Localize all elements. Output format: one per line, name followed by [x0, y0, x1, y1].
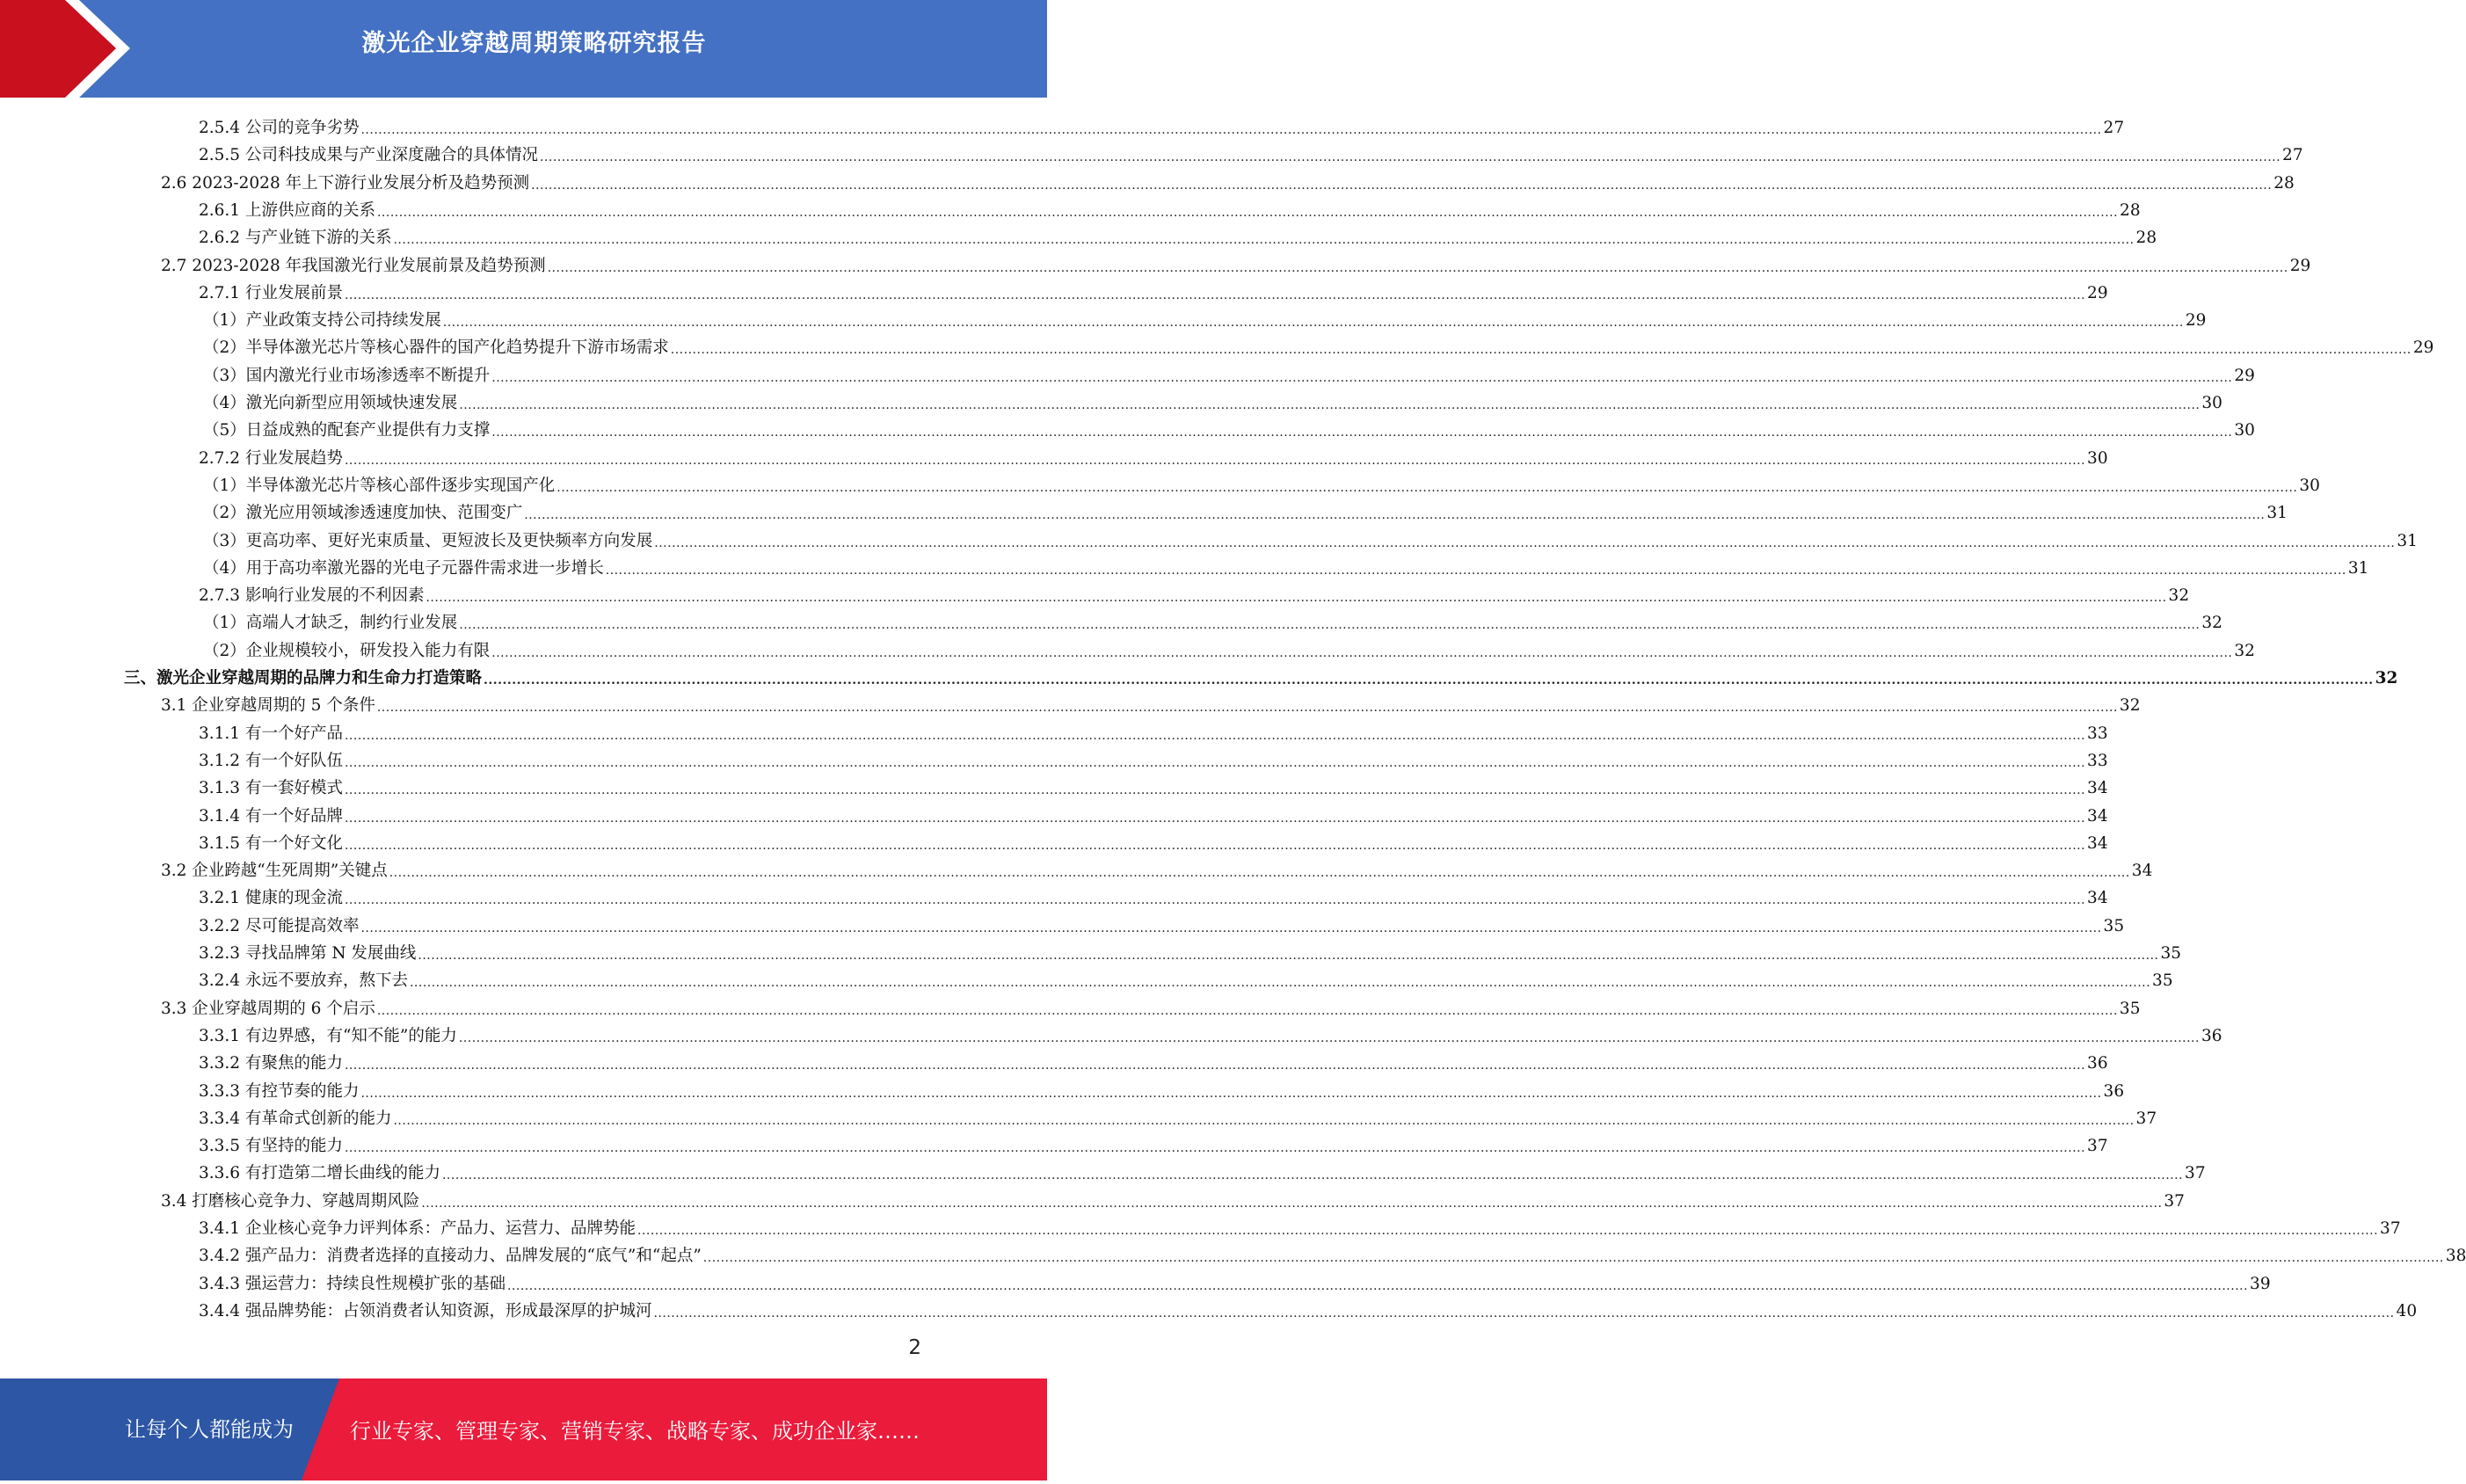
- toc-entry[interactable]: [199, 441, 2108, 469]
- toc-entry-title: （3）更高功率、更好光束质量、更短波长及更快频率方向发展: [203, 531, 653, 550]
- toc-entry-page: 35: [2152, 971, 2173, 991]
- toc-entry[interactable]: [203, 386, 2222, 413]
- toc-entry-page: 34: [2131, 862, 2153, 881]
- toc-entry-title: 2.5.4 公司的竞争劣势: [199, 119, 360, 137]
- toc-entry-title: 3.2 企业跨越“生死周期”关键点: [161, 862, 388, 881]
- toc-entry-page: 36: [2200, 1026, 2222, 1045]
- toc-leader-dots: ................................................................................................................................................................................................................................................................................................................................................................................................................: [491, 426, 2233, 440]
- toc-entry[interactable]: [199, 881, 2108, 908]
- toc-leader-dots: ................................................................................................................................................................................................................................................................................................................................................................................................................: [491, 370, 2233, 385]
- toc-entry-page: 34: [2087, 779, 2108, 798]
- toc-entry-title: 3.3.6 有打造第二增长曲线的能力: [199, 1164, 440, 1183]
- toc-entry[interactable]: [199, 1211, 2401, 1239]
- toc-entry-page: 34: [2087, 806, 2108, 826]
- toc-leader-dots: ................................................................................................................................................................................................................................................................................................................................................................................................................: [547, 260, 2288, 275]
- toc-leader-dots: ................................................................................................................................................................................................................................................................................................................................................................................................................: [344, 728, 2086, 743]
- toc-entry-title: （2）半导体激光芯片等核心器件的国产化趋势提升下游市场需求: [203, 338, 669, 358]
- toc-entry-title: 3.4.3 强运营力：持续良性规模扩张的基础: [199, 1274, 506, 1293]
- toc-entry[interactable]: [199, 1156, 2206, 1183]
- toc-leader-dots: ................................................................................................................................................................................................................................................................................................................................................................................................................: [653, 1306, 2395, 1320]
- toc-entry[interactable]: [203, 634, 2255, 661]
- toc-entry-page: 37: [2185, 1164, 2206, 1183]
- toc-entry-page: 37: [2164, 1191, 2185, 1211]
- toc-leader-dots: ................................................................................................................................................................................................................................................................................................................................................................................................................: [484, 673, 2374, 687]
- toc-entry-page: 27: [2282, 146, 2303, 165]
- toc-leader-dots: ................................................................................................................................................................................................................................................................................................................................................................................................................: [360, 920, 2102, 935]
- toc-entry-page: 36: [2087, 1054, 2108, 1073]
- toc-entry-page: 30: [2201, 394, 2222, 412]
- toc-entry-page: 29: [2412, 338, 2434, 358]
- toc-entry[interactable]: [199, 1129, 2108, 1156]
- toc-entry-title: 3.1.5 有一个好文化: [199, 833, 343, 853]
- toc-leader-dots: ................................................................................................................................................................................................................................................................................................................................................................................................................: [459, 398, 2200, 412]
- toc-entry-title: （1）高端人才缺乏，制约行业发展: [203, 614, 458, 633]
- footer-slogan-right: 行业专家、管理专家、营销专家、战略专家、成功企业家……: [350, 1419, 920, 1444]
- toc-leader-dots: ................................................................................................................................................................................................................................................................................................................................................................................................................: [376, 701, 2118, 716]
- toc-leader-dots: ................................................................................................................................................................................................................................................................................................................................................................................................................: [531, 178, 2273, 193]
- toc-entry-title: （1）产业政策支持公司持续发展: [203, 311, 441, 331]
- toc-entry-page: 31: [2266, 504, 2288, 523]
- toc-entry-page: 29: [2289, 256, 2311, 275]
- toc-entry-title: （1）半导体激光芯片等核心部件逐步实现国产化: [203, 476, 556, 495]
- toc-entry-page: 30: [2299, 476, 2320, 495]
- toc-entry-title: 2.7 2023-2028 年我国激光行业发展前景及趋势预测: [161, 256, 546, 275]
- toc-leader-dots: ................................................................................................................................................................................................................................................................................................................................................................................................................: [654, 535, 2396, 550]
- toc-leader-dots: ................................................................................................................................................................................................................................................................................................................................................................................................................: [442, 316, 2184, 331]
- toc-leader-dots: ................................................................................................................................................................................................................................................................................................................................................................................................................: [556, 480, 2298, 495]
- toc-entry-title: 三、激光企业穿越周期的品牌力和生命力打造策略: [124, 669, 483, 687]
- toc-leader-dots: ................................................................................................................................................................................................................................................................................................................................................................................................................: [393, 233, 2135, 248]
- toc-entry[interactable]: [199, 936, 2182, 964]
- toc-leader-dots: ................................................................................................................................................................................................................................................................................................................................................................................................................: [344, 893, 2086, 908]
- toc-entry[interactable]: [199, 799, 2108, 826]
- toc-entry-title: 3.2.3 寻找品牌第 N 发展曲线: [199, 944, 417, 963]
- toc-entry[interactable]: [199, 909, 2125, 936]
- toc-entry-page: 32: [2234, 641, 2255, 660]
- toc-leader-dots: ................................................................................................................................................................................................................................................................................................................................................................................................................: [421, 1196, 2163, 1211]
- toc-entry-title: 2.5.5 公司科技成果与产业深度融合的具体情况: [199, 146, 538, 165]
- toc-entry-page: 34: [2087, 833, 2108, 853]
- toc-leader-dots: ................................................................................................................................................................................................................................................................................................................................................................................................................: [459, 618, 2200, 633]
- toc-entry-page: 33: [2087, 751, 2108, 770]
- toc-entry[interactable]: [161, 688, 2141, 716]
- toc-entry-page: 32: [2375, 669, 2398, 687]
- toc-entry-page: 33: [2087, 724, 2108, 743]
- toc-leader-dots: ................................................................................................................................................................................................................................................................................................................................................................................................................: [418, 949, 2159, 963]
- toc-leader-dots: ................................................................................................................................................................................................................................................................................................................................................................................................................: [441, 1168, 2184, 1183]
- toc-entry[interactable]: [199, 1239, 2466, 1266]
- toc-entry-title: （4）激光向新型应用领域快速发展: [203, 394, 458, 412]
- toc-entry-title: （5）日益成熟的配套产业提供有力支撑: [203, 421, 491, 440]
- toc-entry-title: 3.1.2 有一个好队伍: [199, 751, 343, 770]
- footer-slogan-left: 让每个人都能成为: [125, 1417, 294, 1442]
- toc-entry-page: 37: [2087, 1137, 2108, 1156]
- toc-leader-dots: ................................................................................................................................................................................................................................................................................................................................................................................................................: [360, 1086, 2102, 1101]
- toc-entry-page: 40: [2396, 1301, 2418, 1320]
- toc-entry-page: 31: [2347, 558, 2369, 578]
- toc-entry-page: 32: [2201, 614, 2222, 633]
- toc-entry[interactable]: [199, 578, 2190, 606]
- toc-entry-title: 3.2.1 健康的现金流: [199, 889, 343, 908]
- toc-leader-dots: ................................................................................................................................................................................................................................................................................................................................................................................................................: [458, 1030, 2200, 1045]
- toc-leader-dots: ................................................................................................................................................................................................................................................................................................................................................................................................................: [389, 866, 2130, 881]
- toc-leader-dots: ................................................................................................................................................................................................................................................................................................................................................................................................................: [506, 1278, 2249, 1293]
- toc-entry[interactable]: [199, 1294, 2418, 1321]
- toc-entry-title: （4）用于高功率激光器的光电子元器件需求进一步增长: [203, 558, 604, 578]
- toc-leader-dots: ................................................................................................................................................................................................................................................................................................................................................................................................................: [393, 1113, 2135, 1128]
- toc-leader-dots: ................................................................................................................................................................................................................................................................................................................................................................................................................: [344, 811, 2086, 826]
- toc-entry[interactable]: [199, 717, 2108, 744]
- toc-entry-page: 28: [2135, 229, 2157, 248]
- toc-entry[interactable]: [203, 606, 2222, 633]
- toc-entry-page: 30: [2234, 421, 2255, 440]
- toc-entry-title: 2.7.1 行业发展前景: [199, 283, 343, 302]
- toc-leader-dots: ................................................................................................................................................................................................................................................................................................................................................................................................................: [426, 591, 2167, 606]
- toc-entry[interactable]: [161, 854, 2153, 881]
- toc-entry-page: 34: [2087, 889, 2108, 908]
- toc-leader-dots: ................................................................................................................................................................................................................................................................................................................................................................................................................: [344, 755, 2086, 770]
- toc-entry-title: 3.4.4 强品牌势能：占领消费者认知资源，形成最深厚的护城河: [199, 1301, 652, 1320]
- toc-leader-dots: ................................................................................................................................................................................................................................................................................................................................................................................................................: [376, 1003, 2118, 1018]
- toc-entry-title: 3.3 企业穿越周期的 6 个启示: [161, 999, 375, 1018]
- toc-entry-title: 3.1.4 有一个好品牌: [199, 806, 343, 826]
- toc-entry-page: 30: [2087, 448, 2108, 468]
- toc-leader-dots: ................................................................................................................................................................................................................................................................................................................................................................................................................: [344, 1058, 2086, 1073]
- toc-leader-dots: ................................................................................................................................................................................................................................................................................................................................................................................................................: [344, 838, 2086, 853]
- toc-entry[interactable]: [199, 111, 2125, 138]
- toc-entry-title: 2.6.1 上游供应商的关系: [199, 200, 375, 220]
- toc-entry-title: 3.3.2 有聚焦的能力: [199, 1054, 343, 1073]
- toc-entry-title: 3.1.1 有一个好产品: [199, 724, 343, 743]
- toc-entry-title: （2）企业规模较小，研发投入能力有限: [203, 641, 491, 660]
- toc-entry-page: 32: [2168, 586, 2190, 606]
- toc-entry[interactable]: [199, 826, 2108, 854]
- toc-leader-dots: ................................................................................................................................................................................................................................................................................................................................................................................................................: [409, 976, 2151, 991]
- toc-leader-dots: ................................................................................................................................................................................................................................................................................................................................................................................................................: [605, 563, 2346, 578]
- toc-leader-dots: ................................................................................................................................................................................................................................................................................................................................................................................................................: [539, 150, 2281, 165]
- toc-entry-title: 3.4.1 企业核心竞争力评判体系：产品力、运营力、品牌势能: [199, 1219, 636, 1238]
- toc-entry-page: 29: [2234, 366, 2255, 385]
- toc-entry[interactable]: [199, 964, 2173, 991]
- toc-entry[interactable]: [199, 1267, 2271, 1294]
- toc-entry[interactable]: [199, 771, 2108, 798]
- toc-entry-title: 2.7.2 行业发展趋势: [199, 448, 343, 468]
- toc-entry-page: 38: [2445, 1247, 2466, 1266]
- toc-entry-page: 28: [2120, 200, 2141, 220]
- toc-entry-title: （3）国内激光行业市场渗透率不断提升: [203, 366, 491, 385]
- toc-entry[interactable]: [203, 303, 2207, 331]
- toc-entry[interactable]: [161, 249, 2311, 276]
- toc-entry-page: 27: [2103, 119, 2125, 137]
- toc-leader-dots: ................................................................................................................................................................................................................................................................................................................................................................................................................: [524, 508, 2266, 523]
- toc-entry-page: 29: [2087, 283, 2108, 302]
- toc-entry-page: 32: [2119, 696, 2141, 716]
- toc-entry-page: 31: [2397, 531, 2418, 550]
- toc-entry-page: 36: [2103, 1081, 2125, 1101]
- toc-entry[interactable]: [203, 469, 2320, 496]
- toc-entry[interactable]: [161, 992, 2141, 1019]
- toc-entry-title: 2.6.2 与产业链下游的关系: [199, 229, 392, 248]
- toc-entry-page: 37: [2380, 1219, 2401, 1238]
- toc-entry[interactable]: [203, 359, 2255, 386]
- toc-leader-dots: ................................................................................................................................................................................................................................................................................................................................................................................................................: [344, 453, 2086, 468]
- toc-entry-title: 3.3.1 有边界感，有“知不能”的能力: [199, 1026, 457, 1045]
- toc-entry-page: 39: [2250, 1274, 2271, 1293]
- toc-entry-title: 3.4.2 强产品力：消费者选择的直接动力、品牌发展的“底气”和“起点”: [199, 1247, 702, 1266]
- toc-entry-title: 3.2.2 尽可能提高效率: [199, 916, 360, 935]
- toc-leader-dots: ................................................................................................................................................................................................................................................................................................................................................................................................................: [360, 123, 2102, 137]
- toc-entry[interactable]: [199, 1019, 2222, 1046]
- toc-leader-dots: ................................................................................................................................................................................................................................................................................................................................................................................................................: [670, 343, 2411, 358]
- toc-entry-title: 3.1.3 有一套好模式: [199, 779, 343, 798]
- toc-leader-dots: ................................................................................................................................................................................................................................................................................................................................................................................................................: [376, 205, 2119, 220]
- page-number: 2: [908, 1336, 921, 1359]
- toc-entry[interactable]: [199, 1074, 2125, 1102]
- toc-entry-title: 3.3.5 有坚持的能力: [199, 1137, 343, 1156]
- toc-entry-page: 35: [2103, 916, 2125, 935]
- toc-entry[interactable]: [203, 331, 2434, 358]
- toc-entry-page: 35: [2119, 999, 2141, 1018]
- toc-entry-title: 3.4 打磨核心竞争力、穿越周期风险: [161, 1191, 420, 1211]
- toc-entry-page: 28: [2273, 173, 2295, 193]
- report-title: 激光企业穿越周期策略研究报告: [361, 30, 707, 57]
- toc-entry-title: （2）激光应用领域渗透速度加快、范围变广: [203, 504, 523, 523]
- toc-entry-title: 3.3.4 有革命式创新的能力: [199, 1109, 392, 1128]
- toc-entry[interactable]: [203, 413, 2255, 440]
- toc-entry[interactable]: [124, 661, 2398, 688]
- footer-banner: [0, 1379, 1047, 1480]
- toc-entry-title: 3.2.4 永远不要放弃，熬下去: [199, 971, 408, 991]
- toc-entry-title: 3.1 企业穿越周期的 5 个条件: [161, 696, 375, 716]
- toc-entry-page: 37: [2135, 1109, 2157, 1128]
- toc-entry[interactable]: [161, 1184, 2185, 1211]
- toc-entry[interactable]: [199, 138, 2303, 165]
- toc-entry[interactable]: [199, 193, 2141, 221]
- toc-entry-page: 29: [2185, 311, 2207, 331]
- toc-entry[interactable]: [203, 496, 2288, 523]
- toc-leader-dots: ................................................................................................................................................................................................................................................................................................................................................................................................................: [702, 1251, 2444, 1266]
- toc-entry[interactable]: [161, 166, 2295, 193]
- toc-leader-dots: ................................................................................................................................................................................................................................................................................................................................................................................................................: [344, 287, 2086, 302]
- toc-entry-title: 3.3.3 有控节奏的能力: [199, 1081, 360, 1101]
- toc-entry-page: 35: [2160, 944, 2182, 963]
- toc-leader-dots: ................................................................................................................................................................................................................................................................................................................................................................................................................: [491, 645, 2233, 660]
- header-banner: [0, 0, 1047, 98]
- toc-entry[interactable]: [199, 1046, 2108, 1073]
- toc-entry[interactable]: [203, 551, 2369, 578]
- toc-entry-title: 2.6 2023-2028 年上下游行业发展分析及趋势预测: [161, 173, 530, 193]
- toc-entry[interactable]: [199, 221, 2157, 248]
- toc-leader-dots: ................................................................................................................................................................................................................................................................................................................................................................................................................: [344, 783, 2086, 798]
- toc-leader-dots: ................................................................................................................................................................................................................................................................................................................................................................................................................: [637, 1224, 2379, 1238]
- toc-entry[interactable]: [203, 524, 2418, 551]
- toc-entry[interactable]: [199, 276, 2108, 303]
- toc-leader-dots: ................................................................................................................................................................................................................................................................................................................................................................................................................: [344, 1141, 2086, 1156]
- toc-entry-title: 2.7.3 影响行业发展的不利因素: [199, 586, 425, 606]
- toc-entry[interactable]: [199, 744, 2108, 771]
- toc-entry[interactable]: [199, 1102, 2157, 1129]
